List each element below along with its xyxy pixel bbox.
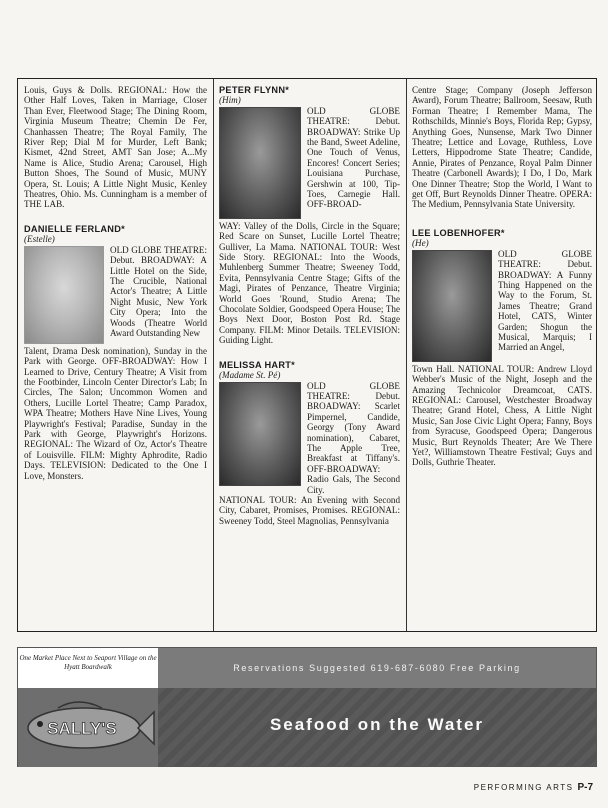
actor-role: (Estelle) [24,234,55,245]
actor-role: (Madame St. Pé) [219,370,281,381]
bio-continued-text: Centre Stage; Company (Joseph Jefferson Award), Forum Theatre; Ballroom, Seesaw, Ruth Forman Theatre; I Remember Mama, The Rothschilds, Minnie's Boys, Florida Rep; Gypsy, Anything Goes, Nunsense, Mark Two Dinner Theatre; Lettice and Lovage, Ruthless, Love Letters, Hippodrome State Theatre; Candide, Annie, Pirates of Penzance, Royal Palm Dinner Theatre (Carbonell Awards); I Do, I Do, Mark One Dinner Theatre; Stop the World, I Want to get Off, Burt Reynolds Dinner Theatre. OPERA: The Medium, Pennsylvania State University. [412,85,592,210]
ad-slogan: Seafood on the Water [269,715,485,734]
headshot-photo [24,246,104,344]
page-number: P-7 [577,782,593,793]
actor-name: DANIELLE FERLAND* [24,223,126,234]
program-bios-frame [17,78,597,632]
actor-name: PETER FLYNN* [219,85,290,95]
actor-bio: OLD GLOBE THEATRE: Debut. BROADWAY: Strike Up the Band, Sweet Adeline, One Touch of Venus, Encores! Concert Series; Louisiana Purchase, Gershwin at 100, Tip-Toes, Carnegie Hall. OFF-BROAD- [307,105,400,210]
footer-label: PERFORMING ARTS [473,783,574,792]
column-divider [406,79,407,631]
ad-tagline: Reservations Suggested 619-687-6080 Free Parking [158,648,596,688]
ad-address: One Market Place Next to Seaport Village on the Hyatt Boardwalk [19,654,157,671]
actor-bio: OLD GLOBE THEATRE: Debut. BROADWAY: A Little Hotel on the Side, The Crucible, National Actor's Theatre; A Little Night Music, New York City Opera; Into the Woods (Theatre World Award Outstanding New [110,244,207,338]
bio-column-1 [24,85,207,481]
actor-role: (He) [412,238,429,249]
restaurant-ad [17,647,597,767]
ad-logo-text: SALLY'S [47,719,117,738]
actor-role: (Him) [219,95,241,106]
actor-bio: OLD GLOBE THEATRE: Debut. BROADWAY: Scarlet Pimpernel, Candide, Georgy (Tony Award nomination), Cabaret, The Apple Tree, Breakfast at Tiffany's. OFF-BROADWAY: Radio Gals, The Second City. [307,380,400,495]
ad-slogan-panel [158,688,596,766]
actor-bio-continued: Town Hall. NATIONAL TOUR: Andrew Lloyd Webber's Music of the Night, Joseph and the Amazing Technicolor Dreamcoat, CATS. REGIONAL: Carousel, Westchester Broadway Theatre; Grand Hotel, Chess, A Little Night Music, San Jose Civic Light Opera; Fanny, Boys from Syracuse, Goodspeed Opera; Dangerous Music, Burt Reynolds Theater; Are We There Yet?, Williamstown Theatre Festival; Guys and Dolls, Guthrie Theater. [412,363,592,468]
actor-name: MELISSA HART* [219,359,296,370]
ad-logo-panel [18,688,158,767]
actor-name: LEE LOBENHOFER* [412,227,505,238]
actor-bio-continued: NATIONAL TOUR: An Evening with Second City, Cabaret, Promises, Promises. REGIONAL: Sweeney Todd, Steel Magnolias, Pennsylvania [219,494,400,526]
column-divider [213,79,214,631]
actor-bio-continued: WAY: Valley of the Dolls, Circle in the Square; Red Scare on Sunset, Lucille Lortel Theatre; Gulliver, La Mama. NATIONAL TOUR: West Side Story. REGIONAL: Into the Woods, Muhlenberg Summer Theatre; Sweeney Todd, Evita, Pennsylvania Centre Stage; Gifts of the Magi, Pirates of Penzance, Theatre Virginia; World Goes 'Round, Studio Arena; The Chocolate Soldier, Goodspeed Opera House; The Boys Next Door, Boston Post Rd. Stage Company. FILM: Minor Details. TELEVISION: Guiding Light. [219,220,400,346]
actor-bio: OLD GLOBE THEATRE: Debut. BROADWAY: A Funny Thing Happened on the Way to the Forum, St. James Theatre; Grand Hotel, CATS, Winter Garden; Shogun the Musical, Marquis; I Married an Angel, [498,248,592,353]
page-footer [474,782,593,793]
fish-icon [18,688,158,767]
headshot-photo [219,382,301,486]
bio-continued-text: Louis, Guys & Dolls. REGIONAL: How the Other Half Loves, Taken in Marriage, Closer Than Ever, Fleetwood Stage; The Dining Room, Virginia Museum Theatre; Chemin De Fer, Chanhassen Theatre; The Royal Family, The River Rep; Dial M for Murder, Left Bank; Kismet, 42nd Street, AMT San Jose; A...My Name is Alice, Studio Arena; Carousel, High Button Shoes, The Sound of Music, MUNY Opera, St. Louis; A Little Night Music, Kenley Theatres, Ohio. Ms. Cunningham is a member of THE LAB. [24,85,207,210]
bio-column-2 [219,85,400,526]
actor-bio-continued: Talent, Drama Desk nomination), Sunday in the Park with George. OFF-BROADWAY: How I Learned to Drive, Century Theatre; A Visit from the Footbinder, Lincoln Center Director's Lab; In Circles, The Salon; Uncommon Women and Others, Lucille Lortel Theatre; Camp Paradox, WPA Theatre; Mothers Have Nine Lives, Young Playwright's Festival; Paradise, Sunday in the Park with George, Playwright's Horizons. REGIONAL: The Wizard of Oz, Actor's Theatre of Louisville. FILM: Mighty Aphrodite, Radio Days. TELEVISION: Dedicated to the One I Love, Monsters. [24,345,207,481]
headshot-photo [412,250,492,362]
bio-column-3 [412,85,592,468]
headshot-photo [219,107,301,219]
